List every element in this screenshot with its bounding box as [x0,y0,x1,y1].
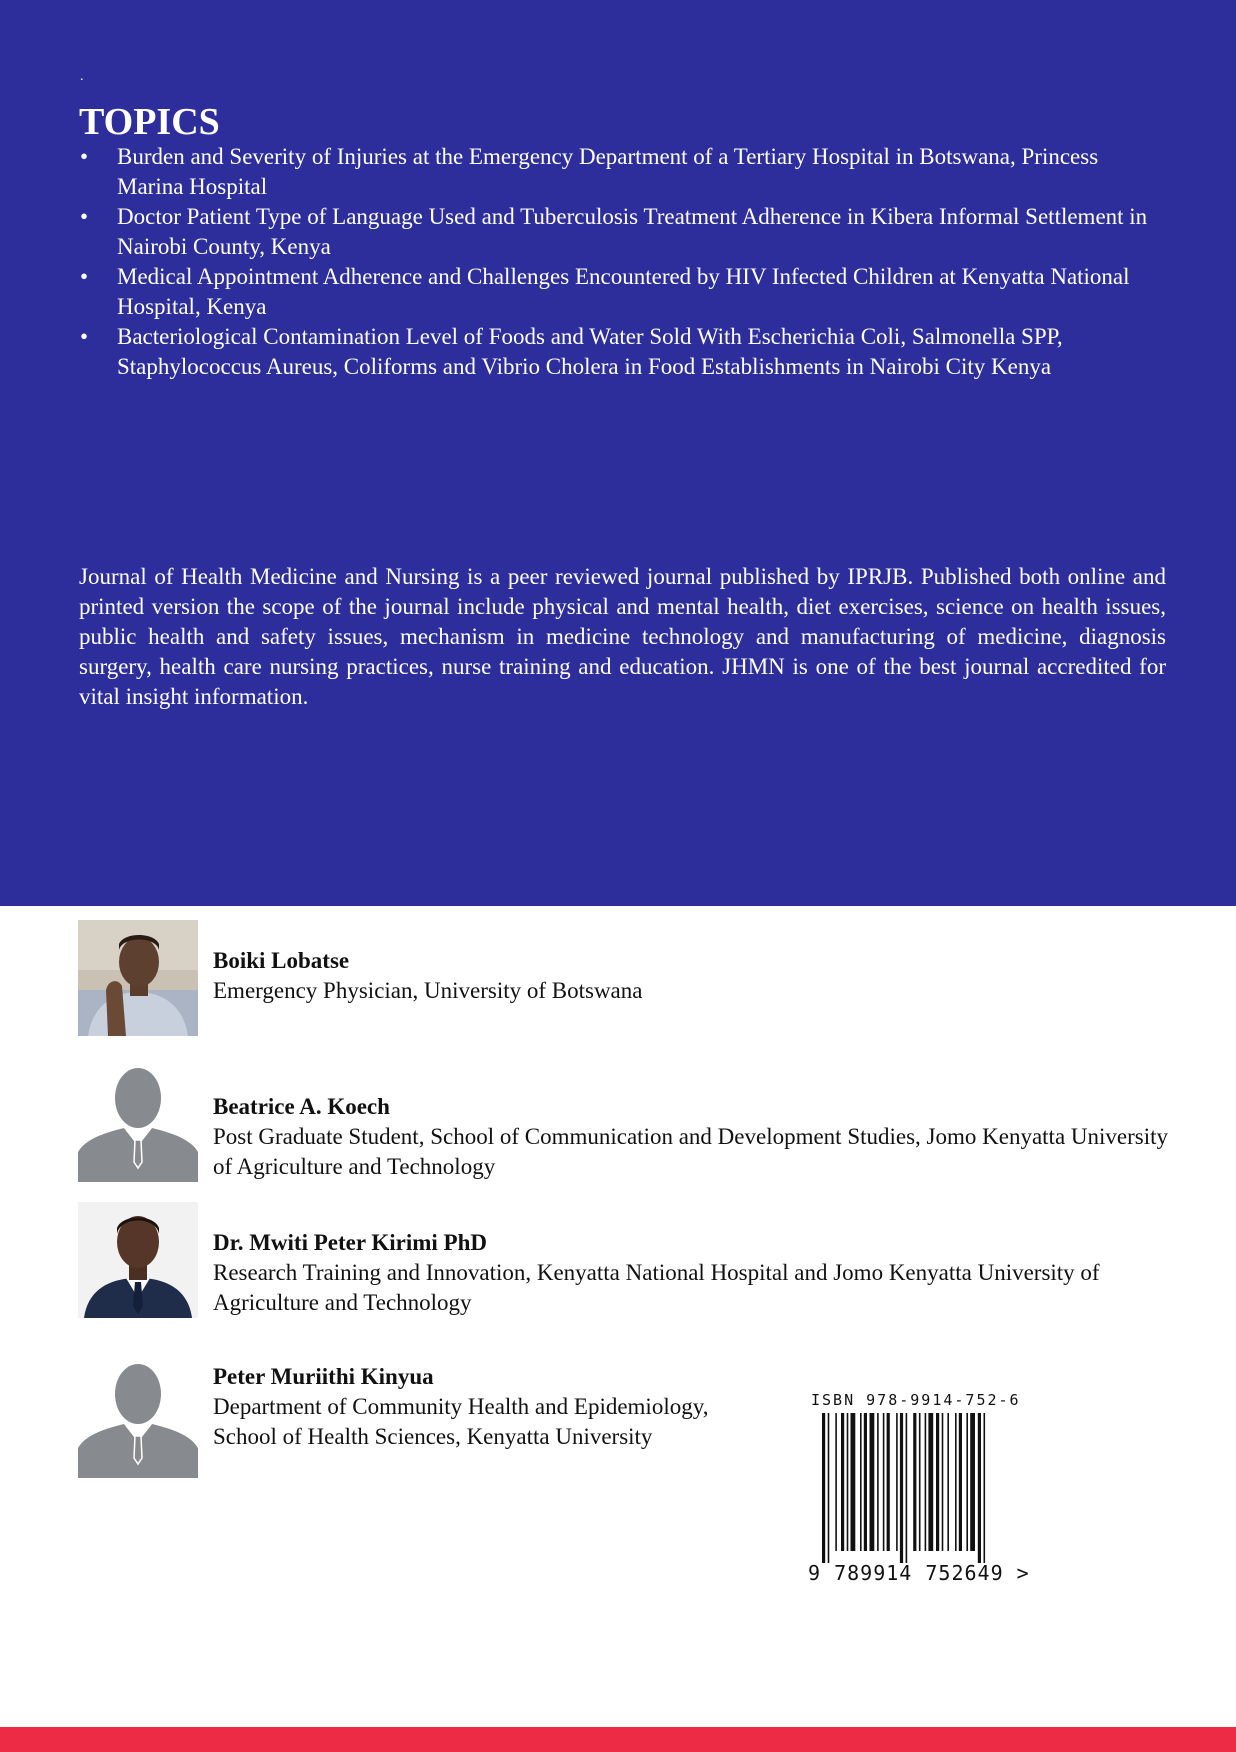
author-name: Peter Muriithi Kinyua [213,1364,434,1389]
author-role: Emergency Physician, University of Botswana [213,978,643,1003]
barcode-bar [896,1413,898,1551]
author-name: Beatrice A. Koech [213,1094,390,1119]
person-silhouette-icon [78,1066,198,1182]
barcode-bar [900,1413,903,1563]
barcode-bar [970,1413,975,1551]
topic-item [80,202,1170,262]
author-name: Dr. Mwiti Peter Kirimi PhD [213,1230,488,1255]
barcode-bar [828,1413,830,1563]
bullet-icon: • [80,204,89,229]
barcode-bar [913,1413,916,1551]
barcode-bar [966,1413,968,1551]
barcode-bar [860,1413,862,1551]
author-photo [78,1362,198,1478]
author-photo [78,1202,198,1318]
bottom-accent-bar [0,1727,1236,1752]
author-info [213,1092,1173,1182]
topic-text: Bacteriological Contamination Level of Foods and Water Sold With Escherichia Coli, Salmonella SPP, Staphylococcus Aureus, Coliforms and Vibrio Cholera in Food Establishments in Nairobi City Kenya [117,324,1063,379]
author-photo [78,920,198,1036]
barcode-bar [887,1413,890,1551]
top-marker: . [80,69,84,84]
barcode-bar [955,1413,957,1551]
barcode-bar [928,1413,933,1551]
author-photo-image [78,920,198,1036]
barcode-bar [864,1413,867,1551]
barcode-bar [851,1413,856,1551]
barcode-bar [919,1413,921,1551]
barcode-bar [978,1413,981,1563]
barcode-bar [822,1413,825,1563]
journal-description: Journal of Health Medicine and Nursing is a peer reviewed journal published by IPRJB. Published both online and printed version the scope of the journal include physical and mental health, diet exercises, science on health issues, public health and safety issues, mechanism in medicine technology and manufacturing of medicine, diagnosis surgery, health care nursing practices, nurse training and education. JHMN is one of the best journal accredited for vital insight information. [79,564,1166,709]
author-info [213,1362,833,1452]
author-entry [78,920,1178,1038]
topic-text: Medical Appointment Adherence and Challenges Encountered by HIV Infected Children at Kenyatta National Hospital, Kenya [117,264,1130,319]
barcode-icon [808,1413,1018,1563]
barcode-bar [936,1413,939,1551]
author-photo-image [78,1202,198,1318]
author-photo [78,1066,198,1182]
topic-item [80,262,1170,322]
barcode-bar [925,1413,927,1551]
barcode-bar [942,1413,944,1551]
author-role-line: Department of Community Health and Epidemiology, [213,1394,709,1419]
author-name: Boiki Lobatse [213,948,350,973]
isbn-label: ISBN 978-9914-752-6 [811,1391,1021,1409]
topic-item [80,322,1170,382]
author-role: Post Graduate Student, School of Communication and Development Studies, Jomo Kenyatta University of Agriculture and Technology [213,1124,1169,1179]
topic-item [80,142,1170,202]
bullet-icon: • [80,264,89,289]
author-role: Research Training and Innovation, Kenyatta National Hospital and Jomo Kenyatta University of Agriculture and Technology [213,1260,1100,1315]
barcode-bar [947,1413,949,1551]
topics-list [80,142,1170,382]
barcode-bar [835,1413,837,1551]
barcode-bar [883,1413,885,1551]
barcode-bar [959,1413,962,1551]
barcode-bar [847,1413,849,1551]
isbn-digits: 9 789914 752649 > [808,1561,1030,1585]
barcode-bar [877,1413,879,1551]
author-info [213,1228,1173,1318]
bullet-icon: • [80,324,89,349]
isbn-block [808,1391,1038,1585]
topic-text: Doctor Patient Type of Language Used and Tuberculosis Treatment Adherence in Kibera Informal Settlement in Nairobi County, Kenya [117,204,1148,259]
barcode-bar [984,1413,986,1563]
barcode-bar [906,1413,908,1563]
author-entry [78,1066,1178,1184]
barcode-bar [870,1413,875,1551]
author-role-line: School of Health Sciences, Kenyatta University [213,1424,653,1449]
author-entry [78,1202,1178,1320]
topic-text: Burden and Severity of Injuries at the Emergency Department of a Tertiary Hospital in Botswana, Princess Marina Hospital [117,144,1099,199]
author-info [213,946,1173,1006]
topics-heading: TOPICS [79,101,220,143]
barcode-bar [841,1413,844,1551]
person-silhouette-icon [78,1362,198,1478]
bullet-icon: • [80,144,89,169]
